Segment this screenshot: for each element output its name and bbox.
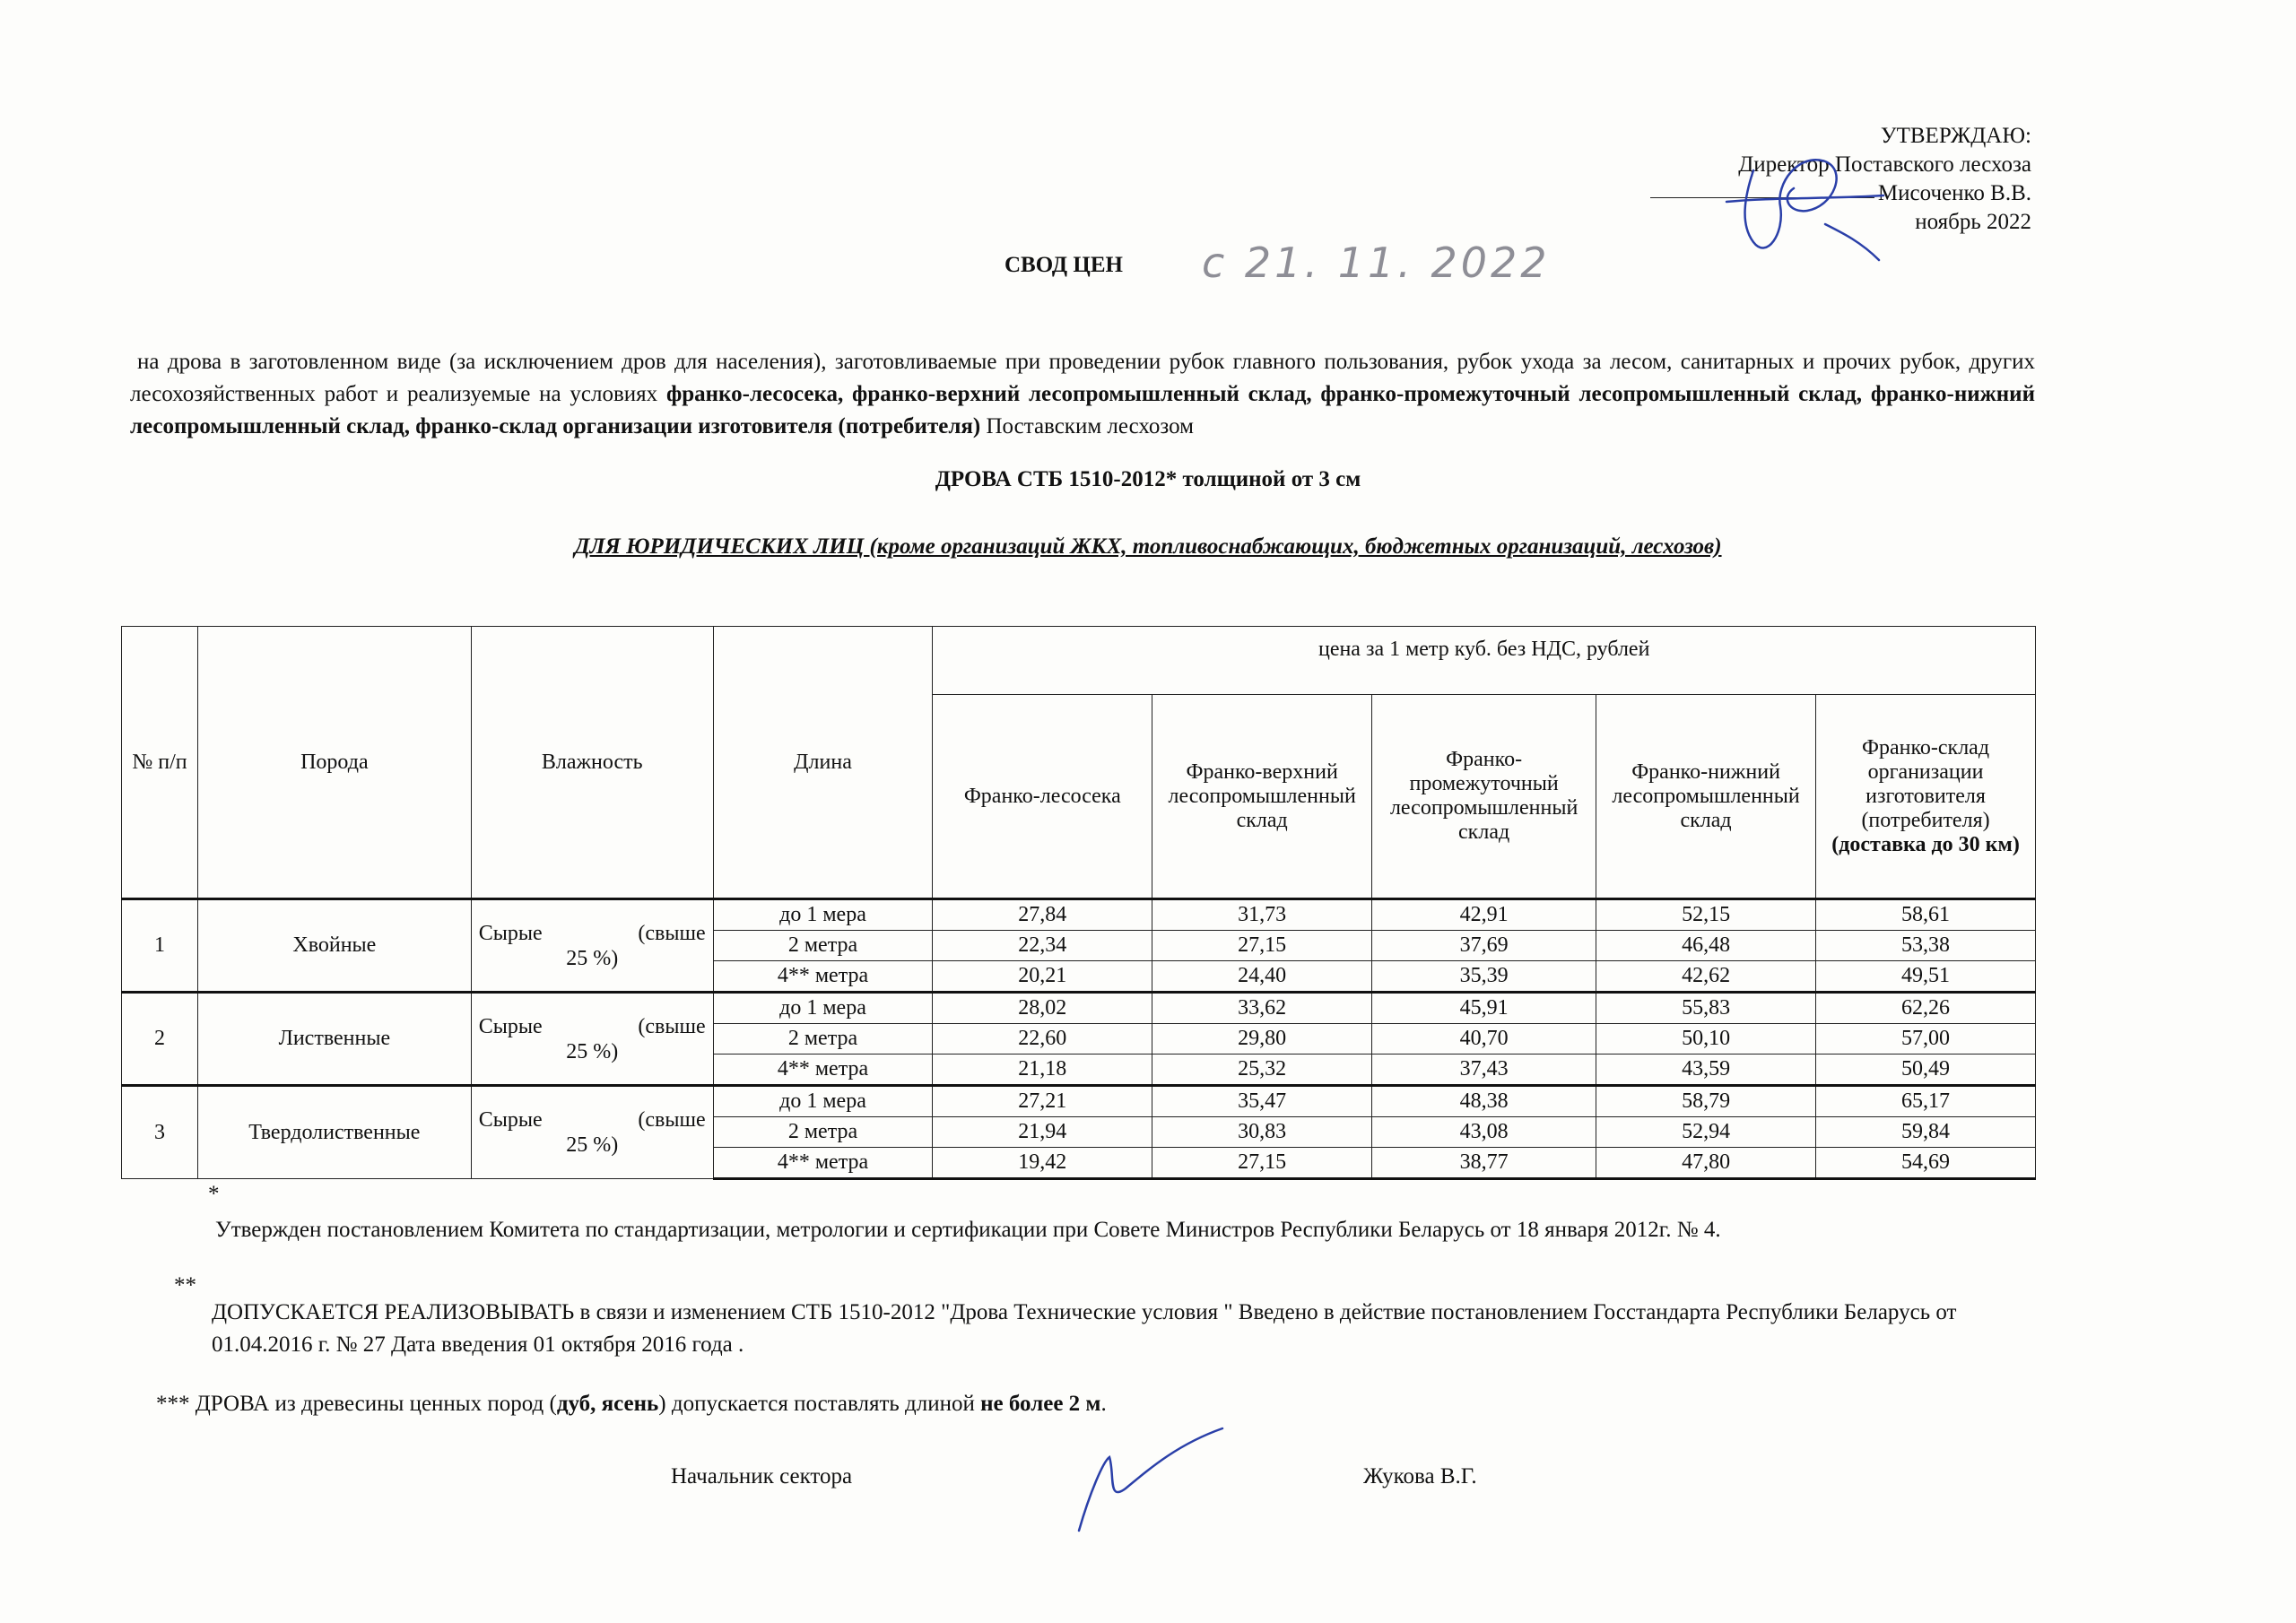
species-cell: Хвойные — [197, 899, 471, 993]
price-cell: 49,51 — [1816, 961, 2036, 993]
header-col-4: Франко-нижний лесопромышленный склад — [1596, 695, 1816, 899]
price-cell: 42,62 — [1596, 961, 1816, 993]
approval-name: Мисоченко В.В. — [1877, 181, 2031, 205]
length-cell: до 1 мера — [713, 899, 933, 931]
header-col-5-delivery: (доставка до 30 км) — [1831, 832, 2020, 856]
moisture-label: Сырые — [478, 1108, 543, 1132]
length-cell: 4** метра — [713, 961, 933, 993]
moisture-threshold-prefix: (свыше — [638, 921, 706, 945]
moisture-threshold-prefix: (свыше — [638, 1108, 706, 1132]
header-col-1: Франко-лесосека — [933, 695, 1152, 899]
footnote-3-text-a: ДРОВА из древесины ценных пород ( — [189, 1392, 557, 1416]
price-cell: 53,38 — [1816, 931, 2036, 961]
price-table — [121, 626, 2036, 1180]
price-cell: 43,08 — [1372, 1117, 1596, 1148]
length-cell: 2 метра — [713, 931, 933, 961]
price-cell: 59,84 — [1816, 1117, 2036, 1148]
price-cell: 19,42 — [933, 1148, 1152, 1179]
price-cell: 35,39 — [1372, 961, 1596, 993]
price-cell: 35,47 — [1152, 1086, 1372, 1117]
price-cell: 33,62 — [1152, 993, 1372, 1024]
price-cell: 38,77 — [1372, 1148, 1596, 1179]
table-row — [122, 1086, 2036, 1117]
price-cell: 65,17 — [1816, 1086, 2036, 1117]
price-cell: 31,73 — [1152, 899, 1372, 931]
header-price-group: цена за 1 метр куб. без НДС, рублей — [933, 627, 2036, 695]
signer-signature — [1072, 1421, 1233, 1538]
header-length: Длина — [713, 627, 933, 899]
header-col-3: Франко-промежуточный лесопромышленный склад — [1372, 695, 1596, 899]
footnote-3-mark: *** — [156, 1392, 190, 1416]
price-cell: 50,49 — [1816, 1055, 2036, 1086]
footnote-3 — [156, 1388, 1107, 1420]
length-cell: 4** метра — [713, 1148, 933, 1179]
price-cell: 22,34 — [933, 931, 1152, 961]
price-cell: 22,60 — [933, 1024, 1152, 1055]
header-species: Порода — [197, 627, 471, 899]
species-cell: Твердолиственные — [197, 1086, 471, 1179]
price-cell: 40,70 — [1372, 1024, 1596, 1055]
approval-heading: УТВЕРЖДАЮ: — [1880, 124, 2031, 148]
price-cell: 48,38 — [1372, 1086, 1596, 1117]
price-cell: 46,48 — [1596, 931, 1816, 961]
moisture-threshold: 25 %) — [566, 946, 619, 970]
header-col-2: Франко-верхний лесопромышленный склад — [1152, 695, 1372, 899]
row-number: 1 — [122, 899, 198, 993]
approval-date: ноябрь 2022 — [1915, 210, 2031, 234]
price-cell: 58,61 — [1816, 899, 2036, 931]
price-cell: 45,91 — [1372, 993, 1596, 1024]
price-cell: 58,79 — [1596, 1086, 1816, 1117]
price-cell: 57,00 — [1816, 1024, 2036, 1055]
footnote-1-mark: * — [208, 1182, 220, 1206]
table-row — [122, 993, 2036, 1024]
row-number: 3 — [122, 1086, 198, 1179]
price-table-body — [122, 899, 2036, 1179]
price-cell: 27,84 — [933, 899, 1152, 931]
director-signature — [1691, 135, 1915, 269]
intro-text-2: Поставским лесхозом — [980, 414, 1194, 438]
footnote-1: Утвержден постановлением Комитета по стандартизации, метрологии и сертификации при Совете Министров Республики Беларусь от 18 января 2012г. № 4. — [215, 1218, 1721, 1242]
length-cell: до 1 мера — [713, 993, 933, 1024]
moisture-threshold: 25 %) — [566, 1039, 619, 1063]
header-col-5 — [1816, 695, 2036, 899]
length-cell: до 1 мера — [713, 1086, 933, 1117]
signer-position: Начальник сектора — [671, 1464, 853, 1488]
intro-paragraph — [130, 346, 2035, 443]
moisture-cell — [471, 1086, 713, 1179]
table-row — [122, 899, 2036, 931]
price-cell: 29,80 — [1152, 1024, 1372, 1055]
handwritten-date: с 21. 11. 2022 — [1202, 239, 1551, 287]
intro-text-1: на дрова в заготовленном виде (за исключением дров для населения), заготовливаемые при проведении рубок главного пользования, рубок ухода за лесом, санитарных и прочих рубок, других лесохозяйственных работ и реализуемые на условиях — [130, 350, 2035, 406]
price-cell: 37,43 — [1372, 1055, 1596, 1086]
footnote-2-mark: ** — [174, 1273, 196, 1298]
price-cell: 52,94 — [1596, 1117, 1816, 1148]
price-cell: 54,69 — [1816, 1148, 2036, 1179]
price-cell: 21,94 — [933, 1117, 1152, 1148]
price-cell: 62,26 — [1816, 993, 2036, 1024]
row-number: 2 — [122, 993, 198, 1086]
header-col-5-text: Франко-склад организации изготовителя (потребителя) — [1861, 735, 1990, 832]
length-cell: 4** метра — [713, 1055, 933, 1086]
price-cell: 42,91 — [1372, 899, 1596, 931]
length-cell: 2 метра — [713, 1117, 933, 1148]
moisture-threshold-prefix: (свыше — [638, 1014, 706, 1038]
footnote-2: ДОПУСКАЕТСЯ РЕАЛИЗОВЫВАТЬ в связи и изменением СТБ 1510-2012 "Дрова Технические условия " Введено в действие постановлением Госстандарта Республики Беларусь от 01.04.2016 г. № 27 Дата введения 01 октября 2016 года . — [212, 1300, 1957, 1357]
price-cell: 27,15 — [1152, 931, 1372, 961]
species-cell: Лиственные — [197, 993, 471, 1086]
price-cell: 28,02 — [933, 993, 1152, 1024]
price-cell: 52,15 — [1596, 899, 1816, 931]
price-cell: 24,40 — [1152, 961, 1372, 993]
price-cell: 20,21 — [933, 961, 1152, 993]
footnote-3-species: дуб, ясень — [556, 1392, 659, 1416]
intro-text-bold: франко-лесосека, франко-верхний лесопромышленный склад, франко-промежуточный лесопромышленный склад, франко-нижний лесопромышленный склад, франко-склад организации изготовителя (потребителя) — [130, 382, 2035, 438]
price-cell: 47,80 — [1596, 1148, 1816, 1179]
price-cell: 50,10 — [1596, 1024, 1816, 1055]
footnote-3-limit: не более 2 м — [980, 1392, 1101, 1416]
moisture-threshold: 25 %) — [566, 1133, 619, 1157]
price-cell: 55,83 — [1596, 993, 1816, 1024]
price-cell: 37,69 — [1372, 931, 1596, 961]
footnote-3-text-e: . — [1100, 1392, 1107, 1416]
header-moisture: Влажность — [471, 627, 713, 899]
document-title: СВОД ЦЕН — [1004, 253, 1123, 277]
moisture-label: Сырые — [478, 921, 543, 945]
price-cell: 25,32 — [1152, 1055, 1372, 1086]
header-num: № п/п — [122, 627, 198, 899]
length-cell: 2 метра — [713, 1024, 933, 1055]
price-cell: 27,15 — [1152, 1148, 1372, 1179]
footnote-3-text-c: ) допускается поставлять длиной — [658, 1392, 981, 1416]
audience-heading: ДЛЯ ЮРИДИЧЕСКИХ ЛИЦ (кроме организаций ЖКХ, топливоснабжающих, бюджетных организаций, лесхозов) — [574, 534, 1722, 559]
price-cell: 21,18 — [933, 1055, 1152, 1086]
product-title: ДРОВА СТБ 1510-2012* толщиной от 3 см — [935, 467, 1361, 491]
signer-name: Жукова В.Г. — [1363, 1464, 1477, 1488]
moisture-cell — [471, 993, 713, 1086]
approval-position: Директор Поставского лесхоза — [1738, 152, 2031, 177]
moisture-cell — [471, 899, 713, 993]
moisture-label: Сырые — [478, 1014, 543, 1038]
price-cell: 30,83 — [1152, 1117, 1372, 1148]
price-cell: 43,59 — [1596, 1055, 1816, 1086]
price-cell: 27,21 — [933, 1086, 1152, 1117]
